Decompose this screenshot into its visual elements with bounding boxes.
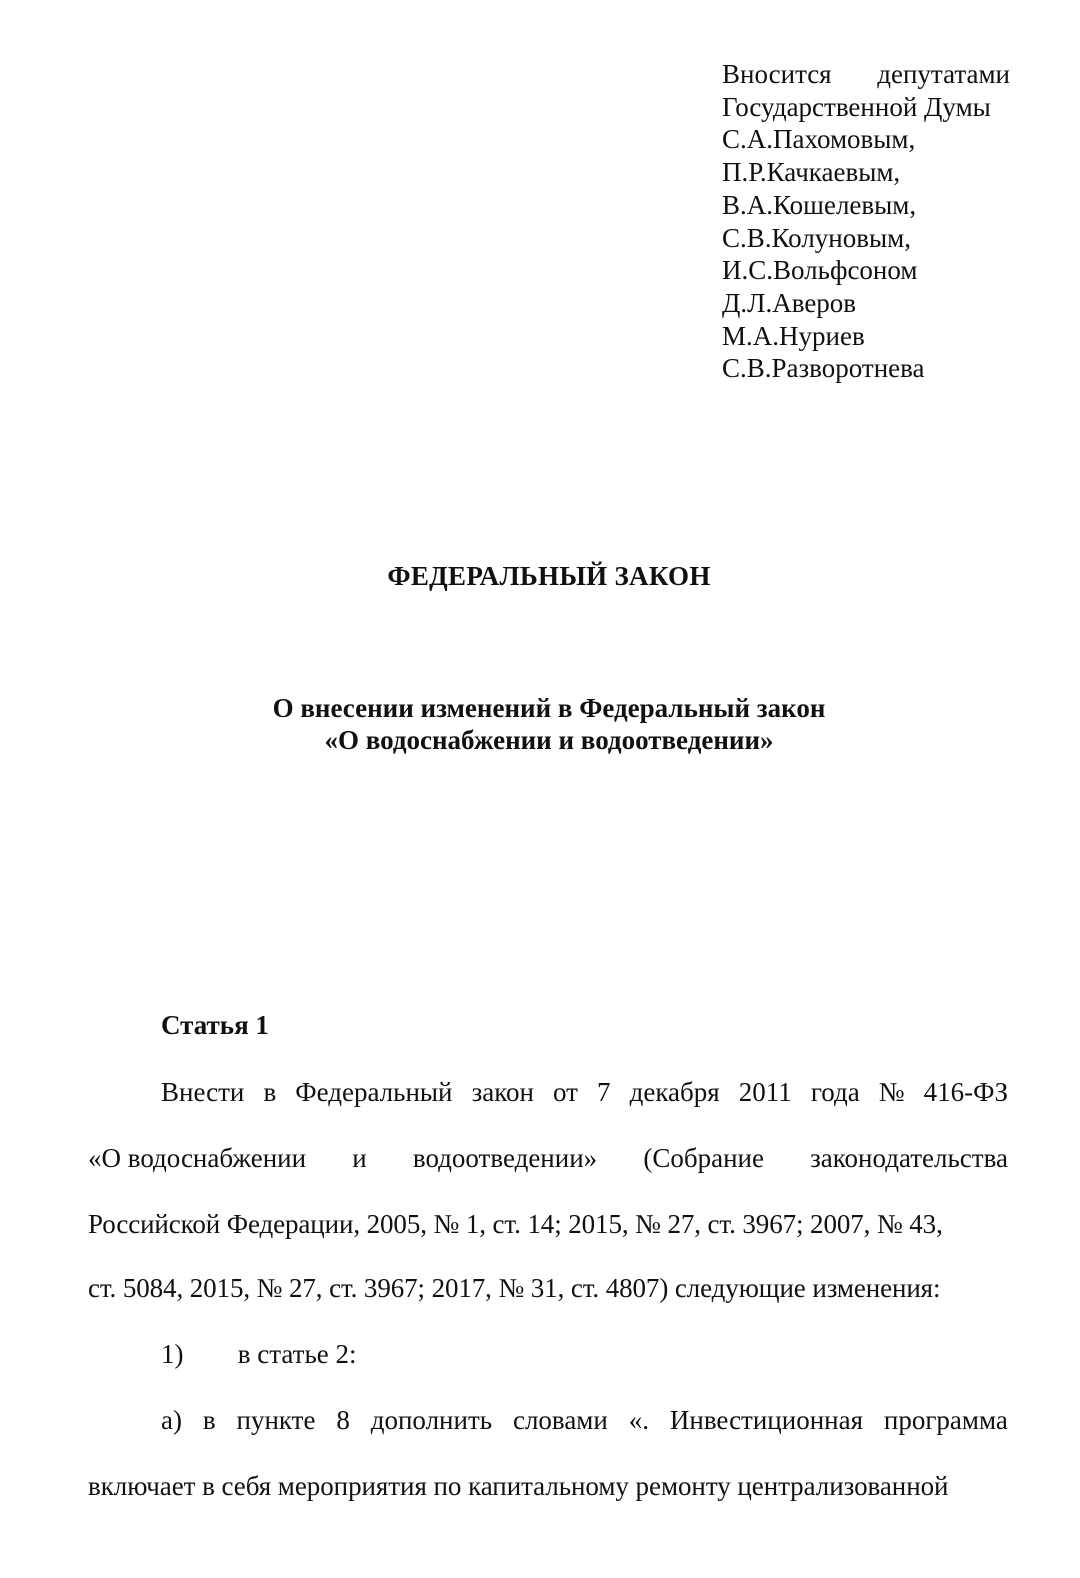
- submitter-name: М.А.Нуриев: [722, 320, 865, 351]
- word: Инвестиционная: [669, 1405, 864, 1435]
- law-title-line: «О водоснабжении и водоотведении»: [324, 725, 774, 755]
- submitters-intro-word: Вносится: [722, 59, 832, 89]
- word: в: [263, 1077, 277, 1107]
- word: а): [161, 1405, 182, 1435]
- word: пункте: [236, 1405, 316, 1435]
- word: года: [810, 1077, 860, 1107]
- paragraph-line: Российской Федерации, 2005, № 1, ст. 14; 2015, № 27, ст. 3967; 2007, № 43,: [88, 1209, 943, 1239]
- submitter-name: И.С.Вольфсоном: [722, 255, 918, 286]
- submitter-name: С.В.Разворотнева: [722, 353, 925, 384]
- submitter-name: С.В.Колуновым,: [722, 222, 911, 253]
- word: Внести: [161, 1077, 245, 1107]
- word: 2011: [738, 1077, 792, 1107]
- word: дополнить: [370, 1405, 493, 1435]
- law-type-heading: ФЕДЕРАЛЬНЫЙ ЗАКОН: [387, 561, 711, 591]
- word: программа: [883, 1405, 1008, 1435]
- word: словами: [512, 1405, 608, 1435]
- submitter-name: Д.Л.Аверов: [722, 287, 857, 318]
- submitter-name: С.А.Пахомовым,: [722, 124, 916, 155]
- paragraph-line: ст. 5084, 2015, № 27, ст. 3967; 2017, № 31, ст. 4807) следующие изменения:: [88, 1273, 941, 1303]
- law-title: [0, 692, 1080, 756]
- submitter-name: В.А.Кошелевым,: [722, 189, 917, 220]
- word: «.: [628, 1405, 649, 1435]
- submitters-intro: [722, 58, 1010, 91]
- word: №: [878, 1077, 905, 1107]
- word: 7: [597, 1077, 611, 1107]
- word: декабря: [629, 1077, 720, 1107]
- paragraph-line: включает в себя мероприятия по капитальному ремонту централизованной: [88, 1471, 949, 1501]
- word: Федеральный: [295, 1077, 453, 1107]
- item-text: в статье 2:: [237, 1339, 357, 1369]
- submitters-block: [722, 58, 1010, 385]
- enumerated-item: [161, 1338, 1008, 1371]
- submitters-body: Государственной Думы: [722, 91, 991, 122]
- word: (Собрание: [643, 1143, 764, 1173]
- word: закон: [471, 1077, 534, 1107]
- word: 416-ФЗ: [923, 1077, 1008, 1107]
- article-heading: Статья 1: [161, 1010, 269, 1040]
- law-title-line: О внесении изменений в Федеральный закон: [272, 693, 826, 723]
- word: «О водоснабжении: [88, 1143, 307, 1173]
- submitter-name: П.Р.Качкаевым,: [722, 157, 901, 188]
- word: от: [553, 1077, 578, 1107]
- paragraph-line: [88, 1142, 1008, 1175]
- word: водоотведении»: [412, 1143, 598, 1173]
- word: 8: [336, 1405, 350, 1435]
- item-number: 1): [161, 1339, 184, 1369]
- submitters-intro-word: депутатами: [877, 59, 1010, 89]
- word: и: [352, 1143, 367, 1173]
- word: в: [202, 1405, 216, 1435]
- word: законодательства: [810, 1143, 1008, 1173]
- paragraph-line: [161, 1404, 1008, 1437]
- paragraph-line: [161, 1076, 1008, 1109]
